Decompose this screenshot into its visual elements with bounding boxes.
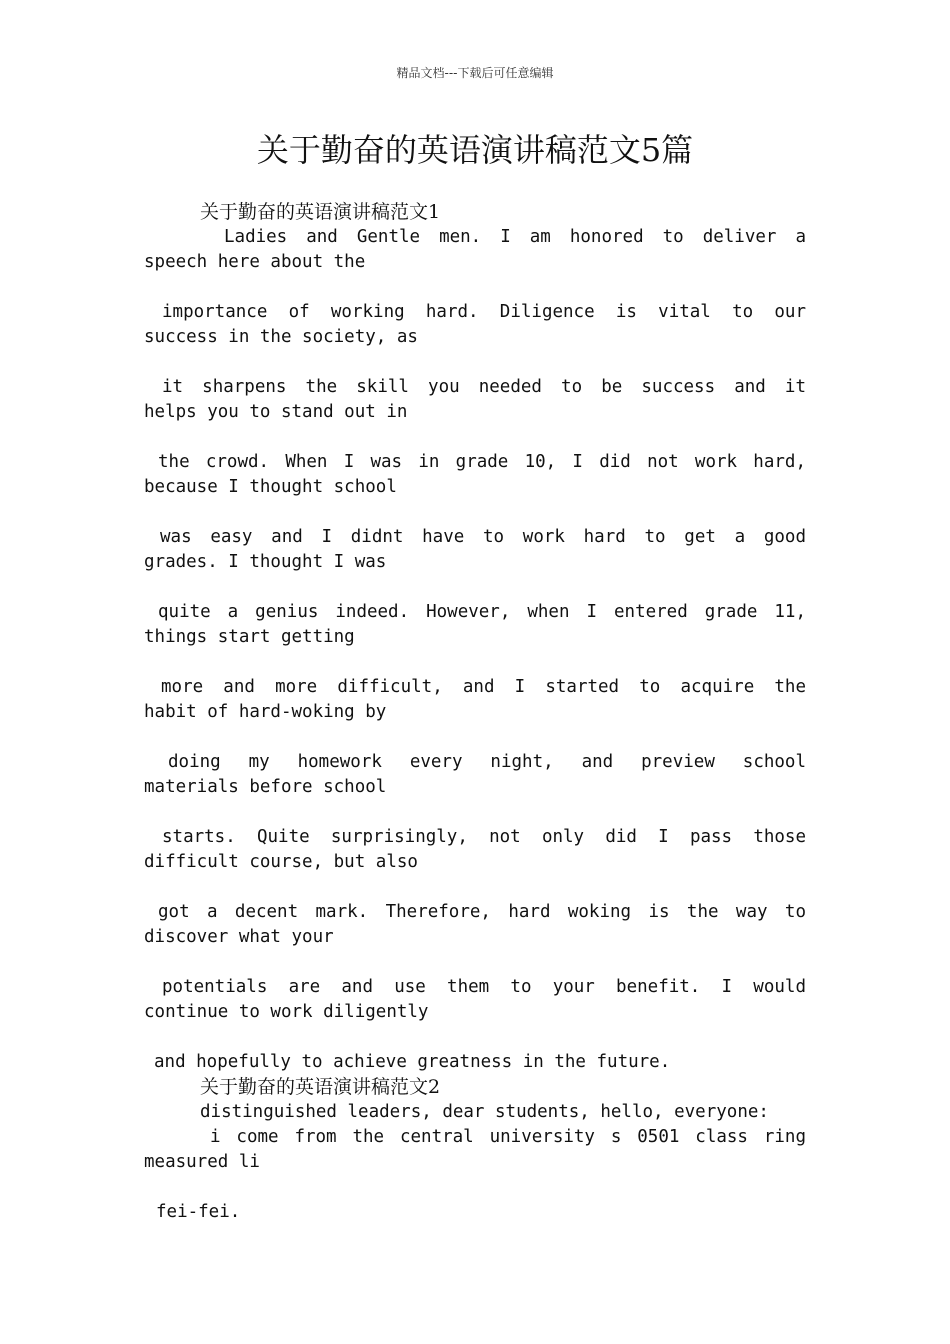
document-body	[144, 200, 806, 1225]
paragraph	[144, 525, 806, 575]
section-heading: 关于勤奋的英语演讲稿范文2	[200, 1076, 441, 1098]
paragraph-line: was easy and I didnt have to work hard to get a good	[160, 527, 806, 547]
paragraph-line: it sharpens the skill you needed to be success and it	[162, 377, 806, 397]
paragraph	[144, 900, 806, 950]
paragraph-line: grades. I thought I was	[144, 552, 387, 572]
paragraph-line: fei-fei.	[156, 1202, 241, 1222]
paragraph-line: more and more difficult, and I started to acquire the	[161, 677, 806, 697]
paragraph	[144, 825, 806, 875]
paragraph	[144, 225, 806, 275]
paragraph-line: potentials are and use them to your benefit. I would	[162, 977, 806, 997]
paragraph	[144, 750, 806, 800]
paragraph	[144, 1100, 806, 1125]
paragraph-line: quite a genius indeed. However, when I entered grade 11,	[158, 602, 806, 622]
section-heading: 关于勤奋的英语演讲稿范文1	[200, 201, 441, 223]
paragraph-line: things start getting	[144, 627, 355, 647]
paragraph-line: measured li	[144, 1152, 260, 1172]
paragraph-line: doing my homework every night, and preview school	[168, 752, 806, 772]
paragraph-line: distinguished leaders, dear students, hello, everyone:	[200, 1102, 769, 1122]
paragraph-line: got a decent mark. Therefore, hard woking is the way to	[158, 902, 806, 922]
paragraph-line: and hopefully to achieve greatness in the future.	[154, 1052, 671, 1072]
paragraph	[144, 300, 806, 350]
paragraph	[144, 600, 806, 650]
paragraph-line: importance of working hard. Diligence is vital to our	[162, 302, 806, 322]
paragraph-line: because I thought school	[144, 477, 397, 497]
paragraph-line: Ladies and Gentle men. I am honored to deliver a	[224, 227, 806, 247]
paragraph-line: difficult course, but also	[144, 852, 418, 872]
paragraph-line: speech here about the	[144, 252, 366, 272]
document-title: 关于勤奋的英语演讲稿范文5篇	[256, 131, 694, 169]
paragraph-line: i come from the central university s 0501 class ring	[210, 1127, 806, 1147]
paragraph-line: continue to work diligently	[144, 1002, 429, 1022]
paragraph-line: success in the society, as	[144, 327, 418, 347]
paragraph	[144, 975, 806, 1025]
paragraph-line: starts. Quite surprisingly, not only did I pass those	[162, 827, 806, 847]
paragraph-line: the crowd. When I was in grade 10, I did not work hard,	[158, 452, 806, 472]
page-header: 精品文档---下载后可任意编辑	[396, 66, 554, 80]
paragraph	[144, 375, 806, 425]
paragraph-line: helps you to stand out in	[144, 402, 408, 422]
paragraph	[144, 1050, 806, 1075]
paragraph	[144, 1125, 806, 1175]
paragraph	[144, 450, 806, 500]
paragraph	[144, 1200, 806, 1225]
paragraph-line: habit of hard-woking by	[144, 702, 387, 722]
paragraph	[144, 675, 806, 725]
paragraph-line: discover what your	[144, 927, 334, 947]
paragraph-line: materials before school	[144, 777, 387, 797]
